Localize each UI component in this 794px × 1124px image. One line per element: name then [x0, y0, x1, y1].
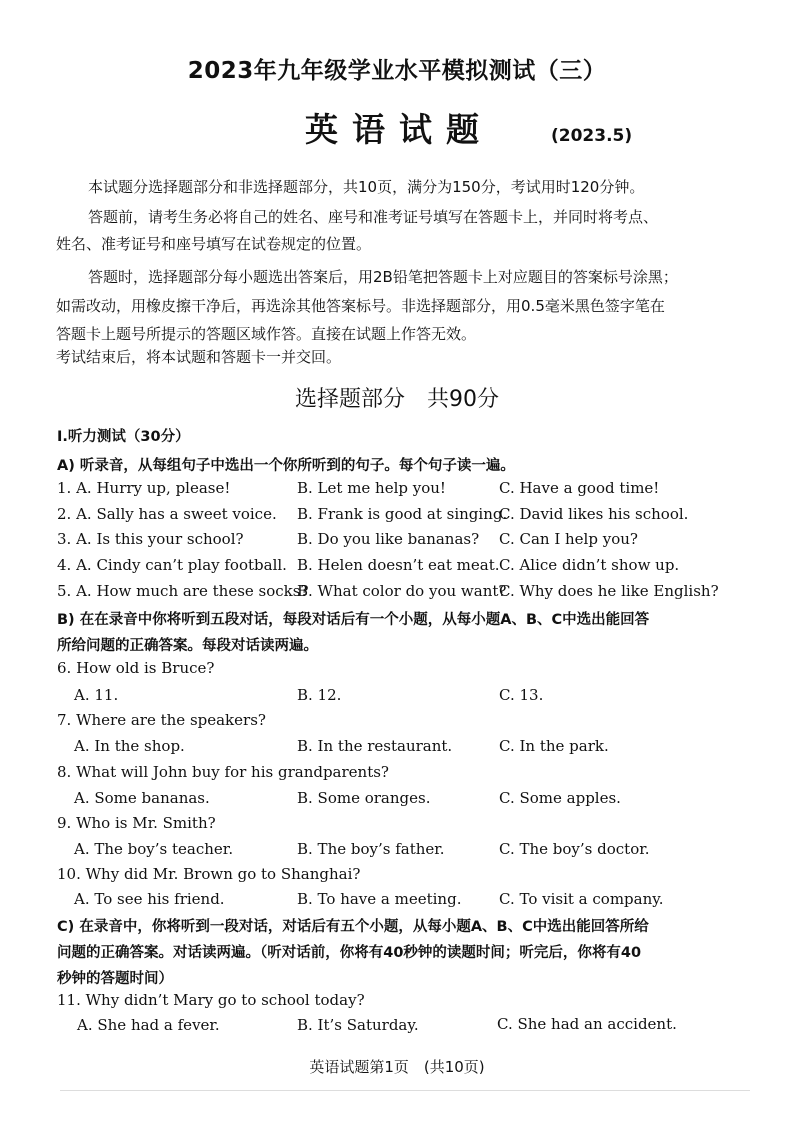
question-7-option-b: B. In the restaurant.	[297, 737, 453, 755]
question-6-option-c: C. 13.	[499, 686, 544, 704]
question-3-option-b: B. Do you like bananas?	[297, 530, 480, 548]
part-b-instruction: B) 在在录音中你将听到五段对话，每段对话后有一个小题，从每小题A、B、C中选出能回答	[57, 612, 650, 628]
section-heading: 选择题部分 共90分	[295, 387, 499, 412]
question-9-option-a: A. The boy’s teacher.	[74, 840, 234, 858]
question-5-option-b: B. What color do you want?	[297, 582, 507, 600]
instruction-line: 考试结束后，将本试题和答题卡一并交回。	[56, 348, 342, 366]
instruction-line: 答题卡上题号所提示的答题区域作答。直接在试题上作答无效。	[56, 325, 477, 343]
instruction-line: 本试题分选择题部分和非选择题部分，共10页，满分为150分，考试用时120分钟。	[88, 178, 645, 196]
instruction-line: 答题时，选择题部分每小题选出答案后，用2B铅笔把答题卡上对应题目的答案标号涂黑；	[88, 268, 678, 286]
question-2-option-a: 2. A. Sally has a sweet voice.	[57, 505, 277, 523]
question-10-option-a: A. To see his friend.	[74, 890, 225, 908]
question-8-stem: 8. What will John buy for his grandparents?	[57, 763, 389, 781]
question-9-option-c: C. The boy’s doctor.	[499, 840, 650, 858]
question-8-option-c: C. Some apples.	[499, 789, 621, 807]
question-8-option-b: B. Some oranges.	[297, 789, 431, 807]
question-10-option-b: B. To have a meeting.	[297, 890, 462, 908]
footer-divider	[60, 1090, 750, 1091]
question-8-option-a: A. Some bananas.	[74, 789, 210, 807]
part-a-instruction: A) 听录音，从每组句子中选出一个你所听到的句子。每个句子读一遍。	[57, 458, 515, 474]
subject-title: 英语试题	[305, 110, 493, 149]
question-3-option-c: C. Can I help you?	[499, 530, 638, 548]
question-6-option-b: B. 12.	[297, 686, 342, 704]
question-2-option-b: B. Frank is good at singing.	[297, 505, 508, 523]
question-9-stem: 9. Who is Mr. Smith?	[57, 814, 216, 832]
question-9-option-b: B. The boy’s father.	[297, 840, 445, 858]
question-1-option-a: 1. A. Hurry up, please!	[57, 479, 231, 497]
page-footer: 英语试题第1页 (共10页)	[309, 1058, 485, 1076]
question-11-option-a: A. She had a fever.	[77, 1016, 220, 1034]
question-1-option-c: C. Have a good time!	[499, 479, 660, 497]
question-4-option-c: C. Alice didn’t show up.	[499, 556, 680, 574]
instruction-line: 姓名、准考证号和座号填写在试卷规定的位置。	[56, 235, 372, 253]
question-3-option-a: 3. A. Is this your school?	[57, 530, 244, 548]
question-11-option-b: B. It’s Saturday.	[297, 1016, 419, 1034]
question-5-option-c: C. Why does he like English?	[499, 582, 719, 600]
question-10-option-c: C. To visit a company.	[499, 890, 664, 908]
instruction-line: 答题前，请考生务必将自己的姓名、座号和准考证号填写在答题卡上，并同时将考点、	[88, 208, 659, 226]
part-c-instruction: 秒钟的答题时间）	[57, 971, 173, 987]
exam-date: (2023.5)	[551, 126, 633, 146]
instruction-line: 如需改动，用橡皮擦干净后，再选涂其他答案标号。非选择题部分，用0.5毫米黑色签字笔在	[56, 297, 665, 315]
question-6-option-a: A. 11.	[74, 686, 119, 704]
question-10-stem: 10. Why did Mr. Brown go to Shanghai?	[57, 865, 361, 883]
question-5-option-a: 5. A. How much are these socks?	[57, 582, 309, 600]
question-1-option-b: B. Let me help you!	[297, 479, 446, 497]
listening-title: Ⅰ.听力测试（30分）	[57, 429, 190, 445]
part-b-instruction: 所给问题的正确答案。每段对话读两遍。	[57, 638, 318, 654]
question-6-stem: 6. How old is Bruce?	[57, 659, 215, 677]
exam-title: 2023年九年级学业水平模拟测试（三）	[187, 58, 607, 84]
question-2-option-c: C. David likes his school.	[499, 505, 689, 523]
question-4-option-a: 4. A. Cindy can’t play football.	[57, 556, 287, 574]
question-11-stem: 11. Why didn’t Mary go to school today?	[57, 991, 365, 1009]
part-c-instruction: 问题的正确答案。对话读两遍。（听对话前，你将有40秒钟的读题时间；听完后，你将有40	[57, 945, 642, 961]
question-7-stem: 7. Where are the speakers?	[57, 711, 266, 729]
question-7-option-a: A. In the shop.	[74, 737, 185, 755]
question-4-option-b: B. Helen doesn’t eat meat.	[297, 556, 500, 574]
part-c-instruction: C) 在录音中，你将听到一段对话，对话后有五个小题，从每小题A、B、C中选出能回答所给	[57, 919, 649, 935]
question-7-option-c: C. In the park.	[499, 737, 609, 755]
question-11-option-c: C. She had an accident.	[497, 1015, 677, 1033]
